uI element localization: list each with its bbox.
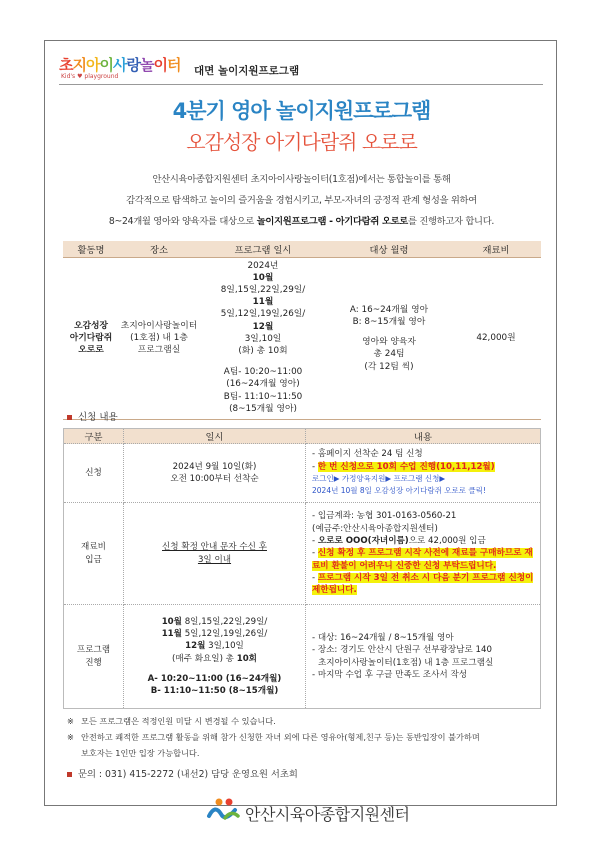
footer-logo xyxy=(205,796,465,826)
col-header-activity: 활동명 xyxy=(63,241,119,257)
application-table xyxy=(63,428,541,709)
row-label-signup: 신청 xyxy=(64,444,124,503)
fee-content: - 입금계좌: 농협 301-0163-0560-21 (예금주:안산시육아종합지원센터) - 오로로 OOO(자녀이름)으로 42,000원 입금 - 신청 확정 후 프로그램 시작 사전에 재료를 구매하므로 재료비 환불이 어려우니 신중한 신청 부탁드립니다. - 프로그램 시작 3일 전 취소 시 다음 분기 프로그램 신청이 제한됩니다. xyxy=(306,503,541,605)
page-title: 4분기 영아 놀이지원프로그램 xyxy=(172,99,431,123)
table-row xyxy=(64,444,541,503)
note-1: ※ 모든 프로그램은 적정인원 미달 시 변경될 수 있습니다. xyxy=(67,716,276,726)
signup-link-program[interactable]: 2024년 10월 8일 오감성장 아기다람쥐 오로로 클릭! xyxy=(312,486,486,496)
note-2: ※ 안전하고 쾌적한 프로그램 활동을 위해 참가 신청한 자녀 외에 다른 영유아(형제,친구 등)는 동반입장이 불가하며 xyxy=(67,732,480,742)
program-datetime: 10월 8일,15일,22일,29일/ 11월 5일,12일,19일,26일/ 12월 3일,10일 (매주 화요일) 총 10회 A- 10:20~11:00 (16~24개월) B- 11:10~11:50 (8~15개월) xyxy=(124,605,306,709)
intro-paragraph xyxy=(59,169,544,232)
bullet-square-icon xyxy=(67,772,72,777)
footer-center-name: 안산시육아종합지원센터 xyxy=(245,805,410,824)
col-header-fee: 재료비 xyxy=(451,241,541,257)
schedule-cell: 2024년 10월 8일,15일,22일,29일/ 11월 5일,12일,19일,26일/ 12월 3일,10일 (화) 총 10회 A팀- 10:20~11:00 (16~24개월 영아) B팀- 11:10~11:50 (8~15개월 영아) xyxy=(220,260,306,414)
center-logo-icon xyxy=(205,796,241,824)
intro-line-1: 안산시육아종합지원센터 초지아이사랑놀이터(1호점)에서는 통합놀이를 통해 xyxy=(152,174,451,185)
program-table xyxy=(63,241,541,420)
col-header-schedule: 프로그램 일시 xyxy=(199,241,327,257)
header-title: 대면 놀이지원프로그램 xyxy=(194,65,300,77)
note-2-cont: 보호자는 1인만 입장 가능합니다. xyxy=(81,748,200,758)
col-header-content: 내용 xyxy=(306,429,541,444)
fee-datetime: 신청 확정 안내 문자 수신 후 3일 이내 xyxy=(124,503,306,605)
row-label-program: 프로그램 진행 xyxy=(64,605,124,709)
signup-datetime: 2024년 9월 10일(화) 오전 10:00부터 선착순 xyxy=(124,444,306,503)
program-content: - 대상: 16~24개월 / 8~15개월 영아 - 장소: 경기도 안산시 단원구 선부광장남로 140 초지아이사랑놀이터(1호점) 내 1층 프로그램실 - 마지막 수업 후 구글 만족도 조사서 작성 xyxy=(306,605,541,709)
intro-line-2: 감각적으로 탐색하고 놀이의 즐거움을 경험시키고, 부모-자녀의 긍정적 관계 형성을 위하여 xyxy=(126,195,477,206)
activity-cell: 오감성장 아기다람쥐 오로로 xyxy=(69,320,113,356)
row-label-fee: 재료비 입금 xyxy=(64,503,124,605)
signup-link-path[interactable]: 로그인▶ 가정양육지원▶ 프로그램 신청▶ xyxy=(312,474,446,483)
col-header-target: 대상 월령 xyxy=(327,241,451,257)
table-row xyxy=(63,257,541,419)
signup-content: - 홈페이지 선착순 24 팀 신청 - 한 번 신청으로 10회 수업 진행(10,11,12월) 로그인▶ 가정양육지원▶ 프로그램 신청▶ 2024년 10월 8일 오감성장 아기다람쥐 오로로 클릭! xyxy=(306,444,541,503)
notes xyxy=(67,713,537,761)
place-cell: 초지아이사랑놀이터 (1호점) 내 1층 프로그램실 xyxy=(120,320,198,356)
table-row xyxy=(64,605,541,709)
apply-section-label: 신청 내용 xyxy=(67,409,118,423)
table-row xyxy=(64,503,541,605)
document-page xyxy=(44,40,557,824)
header xyxy=(59,51,543,83)
fee-cell: 42,000원 xyxy=(476,333,516,344)
bullet-square-icon xyxy=(67,415,72,420)
header-divider xyxy=(59,84,543,85)
col-header-datetime: 일시 xyxy=(124,429,306,444)
brand-logo xyxy=(59,51,199,83)
col-header-category: 구분 xyxy=(64,429,124,444)
logo-text: 초지아이사랑놀이터 xyxy=(59,56,181,74)
target-cell: A: 16~24개월 영아 B: 8~15개월 영아 영아와 양육자 총 24팀 (각 12팀 씩) xyxy=(349,304,429,372)
logo-subtext: Kid's ♥ playground xyxy=(61,73,119,80)
intro-line-3: 8~24개월 영아와 양육자를 대상으로 놀이지원프로그램 - 아기다람쥐 오로로를 진행하고자 합니다. xyxy=(108,216,495,227)
col-header-place: 장소 xyxy=(119,241,199,257)
page-subtitle: 오감성장 아기다람쥐 오로로 xyxy=(186,130,417,154)
contact-info: 문의 : 031) 415-2272 (내선2) 담당 운영요원 서초희 xyxy=(67,766,298,780)
